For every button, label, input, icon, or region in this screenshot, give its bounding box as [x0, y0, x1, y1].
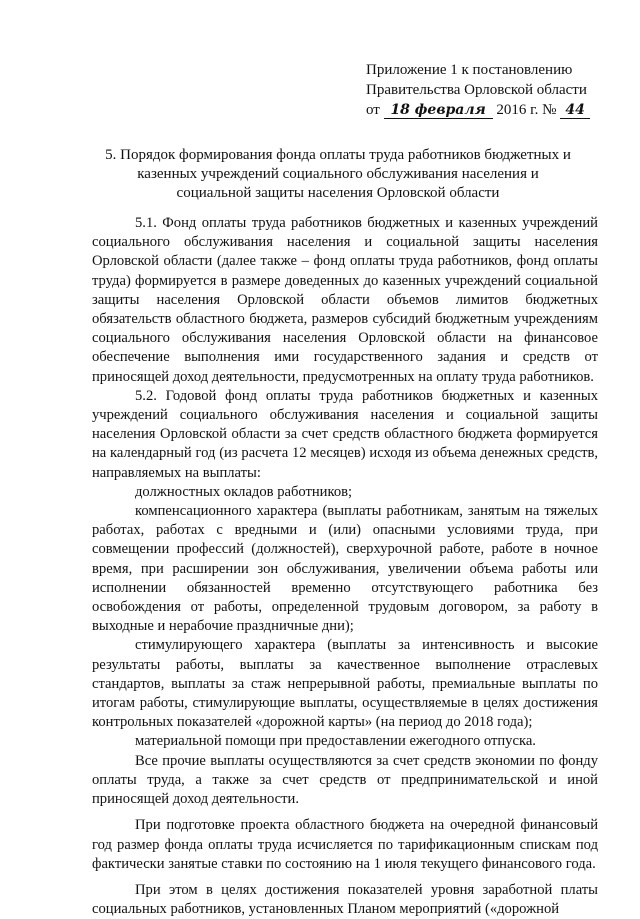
- paragraph-other-payments: Все прочие выплаты осуществляются за счет средств экономии по фонду оплаты труда, а также за счет средств от предпринимательской и иной приносящей доход деятельности.: [92, 752, 598, 808]
- handwritten-number: 44: [560, 103, 590, 119]
- paragraph-5-1: 5.1. Фонд оплаты труда работников бюджетных и казенных учреждений социального обслуживания населения и социальной защиты населения Орловской области (далее также – фонд оплаты труда работников, фонд оплаты труда) формируется в размере доведенных до казенных учреждений социальной защиты населения Орловской области объемов лимитов бюджетных обязательств областного бюджета, размеров субсидий бюджетным учреждениям социального обслуживания населения Орловской области на финансовое обеспечение выполнения ими государственного задания и средств от приносящей доход деятельности, предусмотренных на оплату труда работников.: [92, 215, 598, 385]
- paragraph-5-2: 5.2. Годовой фонд оплаты труда работников бюджетных и казенных учреждений социального обслуживания населения и социальной защиты населения Орловской области за счет средств областного бюджета формируется на календарный год (из расчета 12 месяцев) исходя из объема денежных средств, направляемых на выплаты:: [92, 387, 598, 481]
- appendix-header: [366, 60, 616, 120]
- list-item-material-aid: материальной помощи при предоставлении ежегодного отпуска.: [135, 733, 536, 750]
- list-item-salaries: должностных окладов работников;: [135, 483, 353, 500]
- list-item-compensation: компенсационного характера (выплаты работникам, занятым на тяжелых работах, работах с вредными и (или) опасными условиями труда, при совмещении профессий (должностей), сверхурочной работе, работе в ночное время, при расширении зон обслуживания, увеличении объема работы или исполнении обязанностей временно отсутствующего работника без освобождения от работы, определенной трудовым договором, за работу в выходные и нерабочие праздничные дни);: [92, 503, 598, 635]
- list-item-incentive: стимулирующего характера (выплаты за интенсивность и высокие результаты работы, выплаты за качественное выполнение отраслевых стандартов, выплаты за стаж непрерывной работы, премиальные выплаты по итогам работы, стимулирующие выплаты, осуществляемые в целях достижения контрольных показателей «дорожной карты» (на период до 2018 года);: [92, 637, 598, 731]
- paragraph-social-workers: При этом в целях достижения показателей уровня заработной платы социальных работников, установленных Планом мероприятий («дорожной: [92, 881, 598, 918]
- handwritten-date: 18 февраля: [384, 103, 493, 119]
- appendix-date-line: [366, 100, 616, 120]
- document-body: [92, 214, 598, 919]
- from-label: от: [366, 102, 380, 118]
- appendix-line-2: Правительства Орловской области: [366, 82, 587, 98]
- year-label: 2016 г. №: [496, 102, 557, 118]
- paragraph-budget-preparation: При подготовке проекта областного бюджета на очередной финансовый год размер фонда оплаты труда исчисляется по тарификационным спискам под фактически занятые ставки по состоянию на 1 июля текущего финансового года.: [92, 817, 598, 872]
- appendix-line-1: Приложение 1 к постановлению: [366, 62, 573, 78]
- section-heading: 5. Порядок формирования фонда оплаты труда работников бюджетных и казенных учреждений социального обслуживания населения и социальной защиты населения Орловской области: [105, 147, 571, 201]
